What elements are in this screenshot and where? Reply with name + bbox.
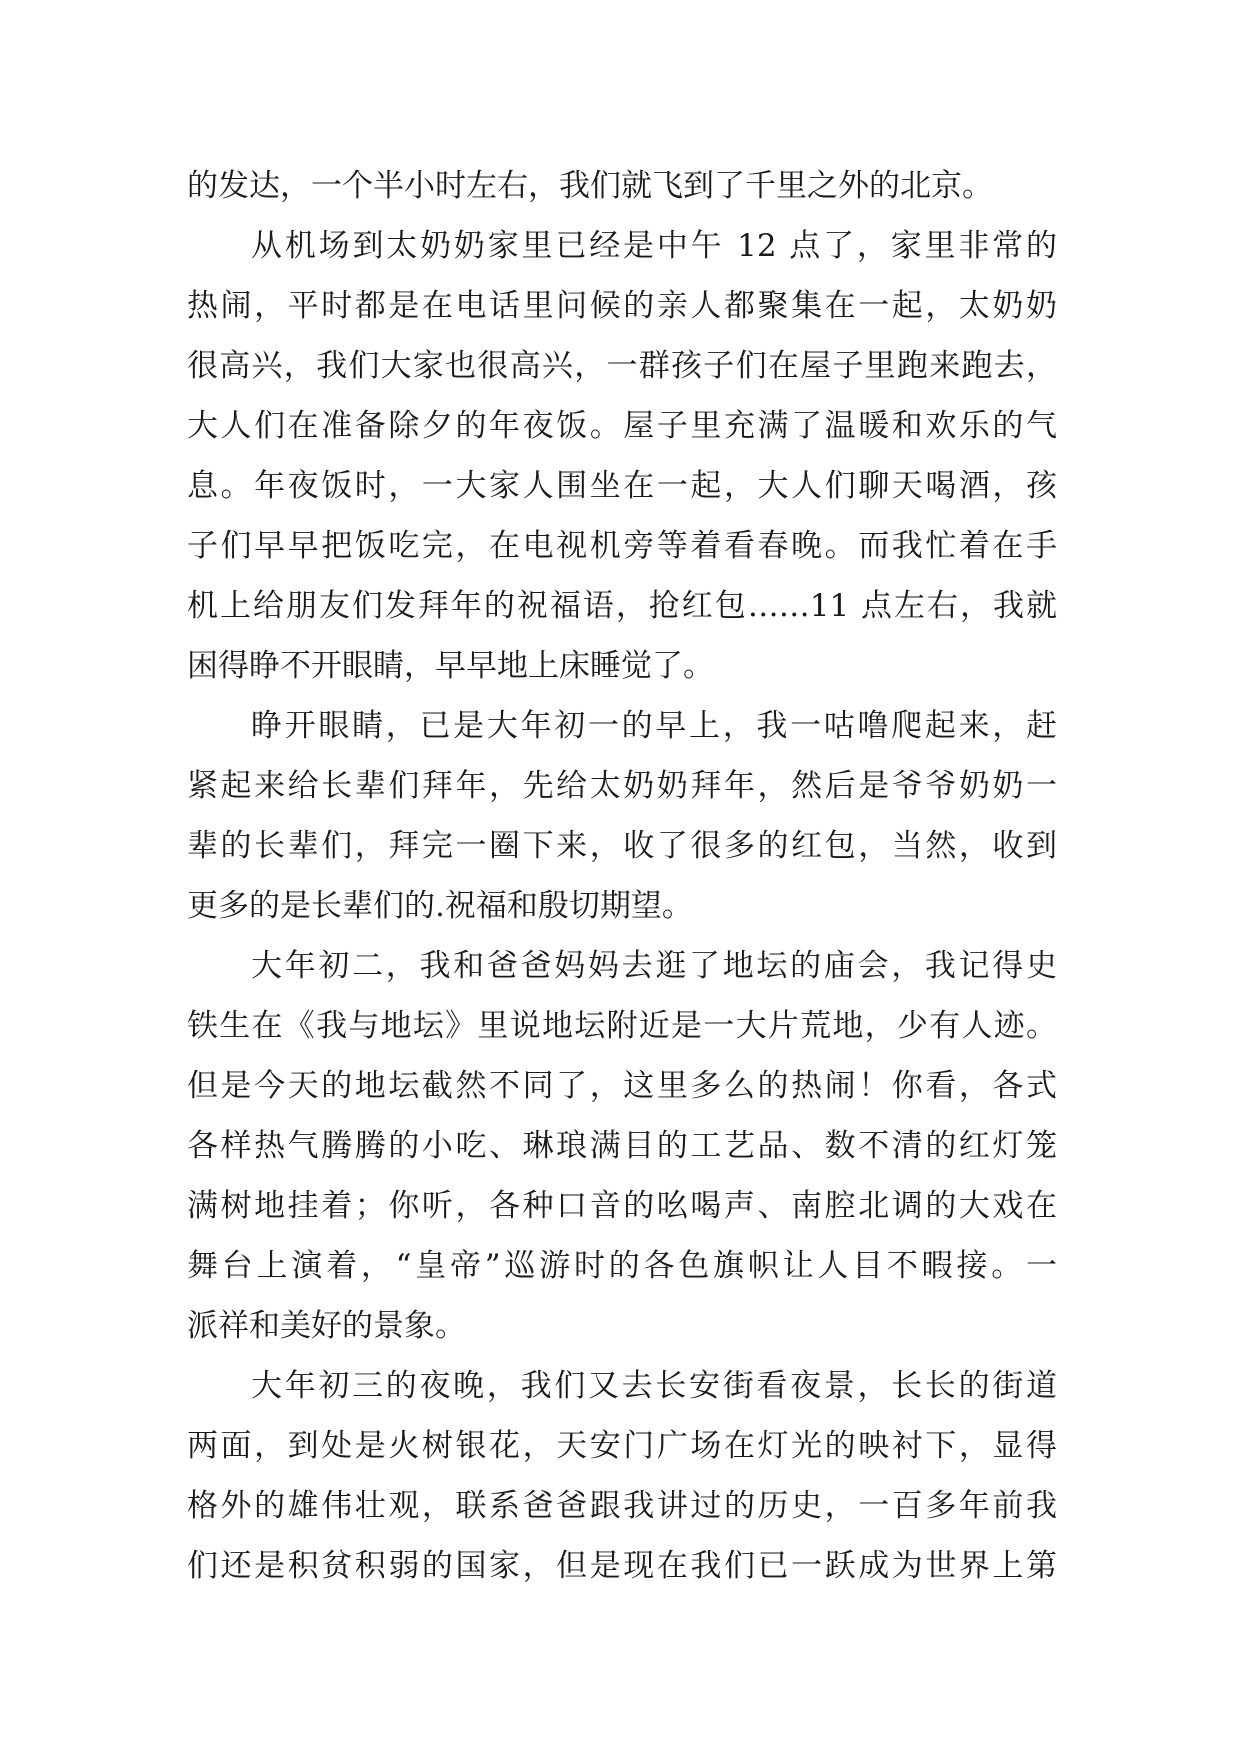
text-line: 紧起来给长辈们拜年，先给太奶奶拜年，然后是爷爷奶奶一 (187, 768, 1057, 804)
text-line: 大人们在准备除夕的年夜饭。屋子里充满了温暖和欢乐的气 (187, 408, 1057, 444)
text-line: 舞台上演着，“皇帝”巡游时的各色旗帜让人目不暇接。一 (187, 1248, 1057, 1284)
text-line: 更多的是长辈们的.祝福和殷切期望。 (187, 888, 693, 924)
text-line: 满树地挂着；你听，各种口音的吆喝声、南腔北调的大戏在 (187, 1188, 1057, 1224)
text-line: 们还是积贫积弱的国家，但是现在我们已一跃成为世界上第 (187, 1548, 1057, 1584)
text-line: 铁生在《我与地坛》里说地坛附近是一大片荒地，少有人迹。 (187, 1008, 1057, 1044)
text-line: 从机场到太奶奶家里已经是中午 12 点了，家里非常的 (251, 228, 1057, 264)
text-line: 的发达，一个半小时左右，我们就飞到了千里之外的北京。 (187, 168, 993, 204)
text-line: 子们早早把饭吃完，在电视机旁等着看春晚。而我忙着在手 (187, 528, 1057, 564)
text-line: 息。年夜饭时，一大家人围坐在一起，大人们聊天喝酒，孩 (187, 468, 1057, 504)
text-line: 大年初三的夜晚，我们又去长安街看夜景，长长的街道 (251, 1368, 1057, 1404)
text-line: 很高兴，我们大家也很高兴，一群孩子们在屋子里跑来跑去， (187, 348, 1057, 384)
text-line: 派祥和美好的景象。 (187, 1308, 466, 1344)
text-line: 困得睁不开眼睛，早早地上床睡觉了。 (187, 648, 714, 684)
text-line: 大年初二，我和爸爸妈妈去逛了地坛的庙会，我记得史 (251, 948, 1057, 984)
text-line: 但是今天的地坛截然不同了，这里多么的热闹！你看，各式 (187, 1068, 1057, 1104)
text-line: 各样热气腾腾的小吃、琳琅满目的工艺品、数不清的红灯笼 (187, 1128, 1057, 1164)
text-line: 辈的长辈们，拜完一圈下来，收了很多的红包，当然，收到 (187, 828, 1057, 864)
text-line: 睁开眼睛，已是大年初一的早上，我一咕噜爬起来，赶 (251, 708, 1057, 744)
text-line: 热闹，平时都是在电话里问候的亲人都聚集在一起，太奶奶 (187, 288, 1057, 324)
text-line: 格外的雄伟壮观，联系爸爸跟我讲过的历史，一百多年前我 (187, 1488, 1057, 1524)
document-body (187, 156, 1057, 1596)
text-line: 机上给朋友们发拜年的祝福语，抢红包……11 点左右，我就 (187, 588, 1057, 624)
text-line: 两面，到处是火树银花，天安门广场在灯光的映衬下，显得 (187, 1428, 1057, 1464)
